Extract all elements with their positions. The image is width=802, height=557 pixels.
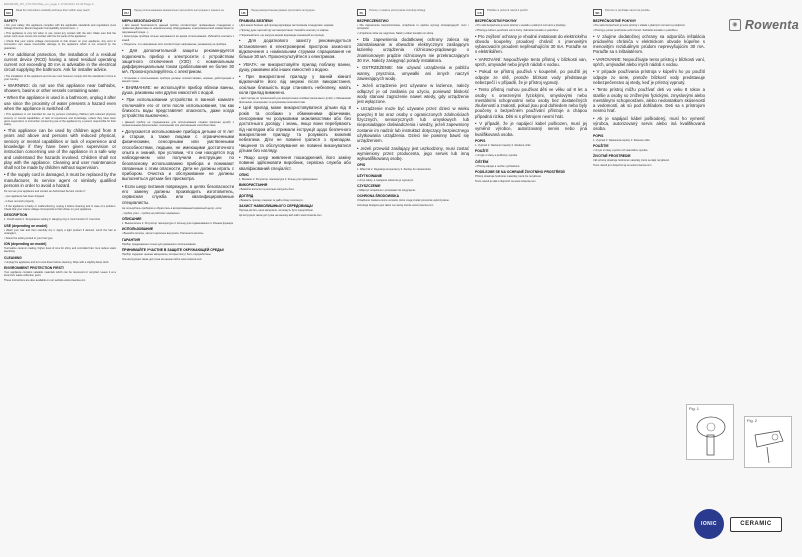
- safety-paragraph: • Допускается использование прибора детьми от 8 лет и старше, а также лицами с ограниченными физическими, сенсорными или умственными способностями, людьми, не имеющими достаточного опыта и знаний, при условии, что они находятся под наблюдением или получили инструкции по безопасному использованию прибора и понимают связанные с этим опасности. Дети не должны играть с прибором. Очистка и обслуживание не должны выполняться детьми без присмотра.: [122, 128, 234, 182]
- section-title: SAFETY: [4, 19, 18, 23]
- section-heading: DESCRIPTION: [4, 213, 28, 218]
- language-intro: Read the instructions carefully and keep them within easy reach.: [16, 9, 91, 12]
- figure-1-label: Fig. 1: [689, 406, 700, 411]
- safety-paragraph: • Jeżeli urządzenie jest używane w łazience, należy odłączyć je od zasilania po użyciu, ponieważ bliskość wody stanowi zagrożenie nawet wtedy, gdy urządzenie jest wyłączone.: [357, 83, 469, 105]
- section-heading: CZYSZCZENIE: [357, 184, 381, 189]
- section-heading: ДОГЛЯД: [239, 193, 254, 198]
- safety-paragraph: • Ak je napájací kábel poškodený, musí ho vymeniť výrobca, autorizovaný servis alebo iná kvalifikovaná osoba.: [593, 115, 705, 132]
- paragraph: • Цей прилад не призначений для використання особами (включаючи дітей) з обмеженими фізичними, сенсорними чи розумовими можливостями.: [239, 97, 351, 104]
- safety-paragraph: • Если шнур питания поврежден, в целях безопасности его замену должны производить изготовитель, сервисная служба или квалифицированные специалисты.: [122, 183, 234, 205]
- safety-paragraph: • V prípade používania prístroja v kúpeľni ho po použití odpojte zo siete, pretože blízkosť vody predstavuje nebezpečenstvo aj vtedy, keď je prístroj vypnutý.: [593, 69, 705, 85]
- section-title: МЕРЫ БЕЗОПАСНОСТИ: [122, 19, 163, 23]
- language-intro: Prosimy o uważne przeczytanie instrukcji obsługi.: [369, 9, 426, 12]
- figure-1: [686, 404, 734, 460]
- section-heading: ОПИСАНИЕ: [122, 216, 142, 221]
- paragraph: • Pre vašu bezpečnosť je tento prístroj v súlade s platnými normami a predpismi.: [593, 24, 686, 27]
- language-code: SK: [593, 9, 602, 16]
- safety-paragraph: • Tento prístroj môžu používať deti vo veku 8 rokov a staršie a osoby so zníženými fyzickými, zmyslovými alebo mentálnymi schopnosťami, alebo nedostatkom skúseností a vedomostí, ak sú pod dohľadom. Deti sa s prístrojom nesmú hrať.: [593, 87, 705, 114]
- paragraph: • Wash your hair and then carefully dry it. Apply a light product if desired, comb the hair to untangle it.: [4, 228, 116, 235]
- section-heading: OPIS: [357, 163, 366, 168]
- safety-paragraph: • Для дополнительной защиты рекомендуется подключать прибор к электросети с устройством защитного отключения (УЗО) с номинальным дифференциальным током срабатывания не более 30 мА. Проконсультируйтесь с электриком.: [122, 48, 234, 75]
- section-heading: ŽIVOTNÉ PROSTREDIE: [593, 154, 631, 159]
- section-heading: POPIS: [593, 133, 604, 138]
- section-title: BEZPEČNOSTNÍ POKYNY: [475, 19, 517, 23]
- paragraph: • Unplug the appliance and let it cool down before cleaning. Wipe with a slightly damp cloth.: [4, 260, 110, 264]
- safety-paragraph: • V záujme dodatočnej ochrany sa odporúča inštalácia prúdového chrániča v elektrickom obvode kúpeľne s menovitým reziduálnym prúdom neprevyšujúcim 30 mA. Poraďte sa s inštalatérom.: [593, 33, 705, 55]
- safety-paragraph: • If the supply cord is damaged, it must be replaced by the manufacturer, its service agent or similarly qualified persons in order to avoid a hazard.: [4, 172, 116, 188]
- language-column-en: [4, 9, 116, 549]
- paragraph: 1. Włącznik 2. Regulacja temperatury 3. Zaczep do zawieszania: [357, 168, 431, 172]
- section-heading: ОПИС: [239, 173, 249, 178]
- paragraph: Instrukcja dostępna jest także na naszej stronie www.rowenta.com: [357, 204, 434, 208]
- paragraph: • Umyć włosy, a następnie starannie je wysuszyć.: [357, 178, 414, 182]
- hairdryer-icon: ◉: [729, 19, 741, 31]
- paragraph: Прибор предназначен только для домашнего использования.: [122, 242, 197, 246]
- paragraph: • Odłączyć urządzenie i pozostawić do ostygnięcia.: [357, 189, 416, 193]
- section-heading: POUŽITÍ: [475, 149, 489, 154]
- paragraph: Прибор содержит ценные материалы, которые могут быть переработаны.: [122, 252, 212, 256]
- paragraph: • Установка и использование прибора должны соответствовать нормам, действующим в вашей стране.: [122, 76, 234, 84]
- paragraph: Urządzenie zawiera cenne surowce, które mogą zostać ponownie wykorzystane.: [357, 199, 450, 203]
- paragraph: 1. Вимикач 2. Регулятор температури 3. Кільце для підвішування: [239, 178, 318, 182]
- safety-paragraph: • V případě, že je napájecí kabel poškozen, musí jej vyměnit výrobce, autorizovaný servis nebo jiná kvalifikovaná osoba.: [475, 121, 587, 137]
- language-intro: Перед використанням уважно прочитайте інструкцію.: [251, 9, 316, 12]
- paragraph: - it does not work properly.: [4, 199, 35, 203]
- language-column-sk: [593, 9, 705, 549]
- paragraph: Не пользуйтесь прибором и обратитесь в авторизованный сервисный центр, если:: [122, 206, 222, 210]
- safety-paragraph: • Цей прилад може використовуватися дітьми від 8 років та особами з обмеженими фізичними, сенсорними чи розумовими можливостями або без достатнього досвіду і знань, якщо вони перебувають під наглядом або отримали інструкції щодо безпечного використання приладу та розуміють можливі небезпеки. Діти не повинні гратися з приладом. Чищення та обслуговування не повинні виконуватися дітьми без нагляду.: [239, 105, 351, 153]
- safety-paragraph: • VAROVANIE: Nepoužívajte tento prístroj v blízkosti vaní, spŕch, umývadiel alebo iných nádob s vodou.: [593, 56, 705, 68]
- safety-paragraph: • Jeżeli przewód zasilający jest uszkodzony, musi zostać wymieniony przez producenta, jego serwis lub inną wykwalifikowaną osobę.: [357, 145, 469, 162]
- safety-paragraph: • При использовании устройства в ванной комнате отключайте его от сети после использования, так как близость воды представляет опасность, даже когда устройство выключено.: [122, 97, 234, 119]
- paragraph: • Dla zapewnienia bezpieczeństwa, urządzenie to spełnia wymogi obowiązujących norm i przepisów.: [357, 24, 469, 31]
- paragraph: These instructions are also available on our website www.rowenta.com: [4, 278, 86, 282]
- safety-paragraph: • Urządzenie może być używane przez dzieci w wieku powyżej 8 lat oraz osoby o ograniczonych zdolnościach fizycznych, sensorycznych lub umysłowych lub nieposiadające doświadczenia i wiedzy, jeżeli zapewniony zostanie im nadzór lub instruktaż dotyczący bezpiecznego użytkowania urządzenia. Dzieci nie powinny bawić się urządzeniem.: [357, 106, 469, 144]
- nozzle-drawing-icon: [745, 417, 793, 469]
- language-code: PL: [357, 9, 366, 16]
- safety-paragraph: • Якщо шнур живлення пошкоджений, його заміну повинні здійснювати виробник, сервісна служба або кваліфікований спеціаліст.: [239, 155, 351, 171]
- section-heading: ЗАХИСТ НАВКОЛИШНЬОГО СЕРЕДОВИЩА!: [239, 203, 313, 208]
- column-header: [122, 9, 234, 16]
- paragraph: Váš prístroj obsahuje hodnotné materiály, ktoré sa dajú recyklovať.: [593, 159, 670, 163]
- paragraph: Ця інструкція також доступна на нашому веб-сайті www.rowenta.com: [239, 213, 322, 217]
- section-heading: ČIŠTĚNÍ: [475, 159, 489, 164]
- safety-paragraph: • Для додаткового захисту рекомендується встановлення в електромережі пристрою захисного відключення з номінальним струмом спрацювання не більше 30 мА. Проконсультуйтеся з електриком.: [239, 38, 351, 60]
- safety-paragraph: • WARNING: do not use this appliance near bathtubs, showers, basins or other vessels containing water.: [4, 82, 116, 94]
- safety-paragraph: • Tento přístroj mohou používat děti ve věku od 8 let a osoby s omezenými fyzickými, smyslovými nebo mentálními schopnostmi nebo osoby bez dostatečných zkušeností a znalostí, pokud jsou pod dohledem nebo byly poučeny o bezpečném používání přístroje a chápou případná rizika. Děti si s přístrojem nesmí hrát.: [475, 87, 587, 119]
- paragraph: Tento návod je k dispozícii aj na www.rowenta.com: [593, 164, 652, 168]
- paragraph: • For your safety, this appliance complies with the applicable standards and regulations (Low Voltage Directive, Electromagnetic Compatibility, Environment...).: [4, 24, 116, 31]
- language-code: EN: [4, 9, 13, 16]
- paragraph: 1. On/off switch 2. Temperature setting 3. Hanging ring 4. Ionic function 5. Cool shot: [4, 218, 101, 222]
- language-column-ru: [122, 9, 234, 549]
- safety-paragraph: • This appliance can be used by children aged from 8 years and above and persons with reduced physical, sensory or mental capabilities or lack of experience and knowledge if they have been given supervision or instruction concerning use of the appliance in a safe way and understand the hazards involved. Children shall not play with the appliance. Cleaning and user maintenance shall not be made by children without supervision.: [4, 128, 116, 171]
- section-heading: USE (depending on model): [4, 223, 48, 228]
- paragraph: • Umyjte si vlasy a pečlivě je vysušte.: [475, 154, 518, 158]
- safety-paragraph: • Pro zvýšení ochrany je vhodné instalovat do elektrického obvodu koupelny proudový chránič s jmenovitým vybavovacím proudem nepřesahujícím 30 mA. Poraďte se s elektrikářem.: [475, 33, 587, 55]
- paragraph: 1. Vypínač 2. Nastavení teploty 3. Závěsné očko: [475, 143, 531, 147]
- paragraph: Прилад містить цінні матеріали, які можуть бути перероблені.: [239, 208, 314, 212]
- section-heading: PODÍLEJME SE NA OCHRANĚ ŽIVOTNÍHO PROSTŘEDÍ!: [475, 169, 566, 174]
- paragraph: • Прилад дуже гарячий під час використання. Уникайте контакту зі шкірою.: [239, 28, 330, 32]
- paragraph: - прибор упал; - прибор не работает нормально.: [122, 211, 181, 215]
- safety-paragraph: • When the appliance is used in a bathroom, unplug it after use since the proximity of water presents a hazard even when the appliance is switched off.: [4, 95, 116, 112]
- language-code: RU: [122, 9, 131, 16]
- paragraph: • Přístroj je během používání velmi horký. Zabraňte kontaktu s pokožkou.: [475, 28, 559, 32]
- safety-paragraph: • УВАГА: не використовуйте прилад поблизу ванни, душу, раковини або інших ємностей з водою.: [239, 61, 351, 72]
- safety-paragraph: • VAROVÁNÍ: Nepoužívejte tento přístroj v blízkosti van, sprch, umyvadel nebo jiných nádob s vodou.: [475, 56, 587, 68]
- paragraph: • Umyte si vlasy a potom ich starostlivo vysušte.: [593, 148, 649, 152]
- paragraph: • Для вашої безпеки цей прилад відповідає застосовним стандартам і нормам.: [239, 24, 334, 27]
- safety-paragraph: • При використанні приладу у ванній кімнаті відключайте його від мережі після використання, оскільки близькість води становить небезпеку, навіть коли прилад вимкнено.: [239, 74, 351, 96]
- paragraph: • Аксессуары прибора сильно нагреваются во время использования. Избегайте контакта с кожей.: [122, 35, 234, 42]
- ionic-badge: IONIC: [694, 509, 724, 539]
- section-title: BEZPEČNOSTNÉ POKYNY: [593, 19, 637, 23]
- safety-paragraph: • For additional protection, the installation of a residual current device (RCD) having a rated residual operating current not exceeding 30 mA is advisable in the electrical circuit supplying the bathroom. Ask for installer advice.: [4, 51, 116, 73]
- section-heading: POUŽITIE: [593, 143, 609, 148]
- ceramic-badge: CERAMIC: [730, 517, 782, 532]
- paragraph: Эта инструкция также доступна на нашем сайте www.rowenta.com: [122, 257, 202, 261]
- column-header: [475, 9, 587, 16]
- column-header: [593, 9, 705, 16]
- safety-paragraph: • OSTRZEŻENIE: Nie używać urządzenia w pobliżu wanny, prysznica, umywalki ani innych naczyń zawierających wodę.: [357, 65, 469, 81]
- paragraph: 1. Vypínač 2. Nastavenie teploty 3. Závesné očko: [593, 138, 650, 142]
- brand-logo: [721, 14, 799, 36]
- safety-paragraph: • Pokud se přístroj používá v koupelně, po použití jej odpojte ze sítě, protože blízkost vody představuje nebezpečí i v případě, že je přístroj vypnutý.: [475, 69, 587, 85]
- section-heading: ПРИНИМАЙТЕ УЧАСТИЕ В ЗАЩИТЕ ОКРУЖАЮЩЕЙ СРЕДЫ!: [122, 247, 225, 252]
- paragraph: • This appliance is very hot when in use. Avoid any contact with the skin. Make sure that the power cord never comes into contact with the hot parts of the appliance.: [4, 32, 116, 39]
- language-column-cs: [475, 9, 587, 549]
- paragraph: • This appliance is not intended for use by persons (including children) with reduced physical, sensory or mental capabilities, or lack of experience and knowledge, unless they have been given supervision or instruction concerning use of the appliance by a person responsible for their safety.: [4, 113, 116, 127]
- paragraph: • Вымойте волосы, затем тщательно высушите. Расчешите волосы.: [122, 232, 204, 236]
- paragraph: • Check that your mains voltage corresponds to that shown on your appliance. Any error in connection can cause irreversible damage to the appliance which is not covered by the guarantee.: [4, 40, 116, 50]
- column-header: [239, 9, 351, 16]
- brand-name: Rowenta: [744, 18, 799, 32]
- paragraph: • Urządzenie silnie się nagrzewa. Należy unikać kontaktu ze skórą.: [357, 32, 434, 36]
- paragraph: • Вимкніть прилад з мережі та дайте йому охолонути.: [239, 198, 304, 202]
- paragraph: • Pro vaši bezpečnost je tento přístroj v souladu s platnými normami a předpisy.: [475, 24, 567, 27]
- paragraph: • Prístroj je počas používania veľmi horúci. Zabráňte kontaktu s pokožkou.: [593, 28, 679, 32]
- header-line: ED602430_DX_CV1760 Mise_en_page 1 17/11/2011 10:43 Page 2: [4, 2, 94, 6]
- paragraph: • If the appliance is faulty or malfunctioning, unplug it before cleaning and in case of a problem. Check that your mains voltage corresponds to that shown on your appliance.: [4, 204, 116, 211]
- paragraph: • Вимийте волосся та ретельно висушіть його.: [239, 188, 295, 192]
- paragraph: • Для вашей безопасности данный прибор соответствует применимым стандартам и правилам (Директивы по низковольтному оборудованию, электромагнитной совместимости, окружающей среде...).: [122, 24, 234, 34]
- hairdryer-drawing-icon: [687, 405, 735, 461]
- language-intro: Přečtěte si pozorně návod k použití.: [487, 9, 529, 12]
- section-title: ПРАВИЛА БЕЗПЕКИ: [239, 19, 273, 23]
- safety-paragraph: • Dla zapewnienia dodatkowej ochrony zaleca się zainstalowanie w obwodzie elektrycznym zasilającym łazienkę urządzenia różnicowo-prądowego o znamionowym prądzie różnicowym nie przekraczającym 30 mA. Należy zasięgnąć porady instalatora.: [357, 36, 469, 64]
- paragraph: • Přístroj odpojte a nechte vychladnout.: [475, 164, 521, 168]
- paragraph: Tento návod je také k dispozici na www.rowenta.com: [475, 179, 536, 183]
- section-heading: ГАРАНТИЯ: [122, 237, 140, 242]
- section-heading: ION (depending on model): [4, 241, 47, 246]
- paragraph: • Убедитесь, что напряжение сети соответствует напряжению, указанному на приборе.: [122, 43, 227, 47]
- paragraph: • The installation of the appliance and its use must however comply with the standards in force in your country.: [4, 74, 116, 82]
- paragraph: • Переконайтеся, що напруга мережі відповідає зазначеній на приладі.: [239, 33, 325, 37]
- paragraph: Tourmaline ceramic coating, higher level of ions for shiny and controlled hair. Ions reduce static electricity.: [4, 246, 116, 254]
- language-intro: Перед использованием внимательно прочитайте инструкцию и храните ее.: [134, 9, 225, 12]
- paragraph: 1. Выключатель 2. Регулятор температуры 3. Кольцо для подвешивания 4. Ионная функция: [122, 221, 234, 225]
- column-header: [4, 9, 116, 16]
- section-title: BEZPIECZEŃSTWO: [357, 19, 389, 23]
- language-code: CS: [475, 9, 484, 16]
- language-column-uk: [239, 9, 351, 549]
- paragraph: • Select the setting suited to your hair type.: [4, 236, 54, 240]
- safety-paragraph: • ВНИМАНИЕ: не используйте прибор вблизи ванны, душа, раковины или других емкостей с водой.: [122, 84, 234, 96]
- language-column-pl: [357, 9, 469, 549]
- section-heading: POPIS: [475, 138, 486, 143]
- section-heading: CLEANING: [4, 255, 22, 260]
- section-heading: UŻYTKOWANIE: [357, 173, 383, 178]
- paragraph: • Данный прибор не предназначен для использования лицами (включая детей) с ограниченными физическими, сенсорными или умственными способностями.: [122, 120, 234, 127]
- language-code: UK: [239, 9, 248, 16]
- figure-2: [744, 416, 792, 468]
- language-intro: Pozorne si prečítajte návod na použitie.: [605, 9, 651, 12]
- section-heading: ВИКОРИСТАННЯ: [239, 183, 268, 188]
- figure-2-label: Fig. 2: [747, 418, 758, 423]
- paragraph: Your appliance contains valuable materials which can be recovered or recycled. Leave it at a local civic waste collection point.: [4, 270, 116, 278]
- section-heading: OCHRONA ŚRODOWISKA: [357, 194, 400, 199]
- paragraph: - your appliance has been dropped: [4, 195, 45, 199]
- paragraph: Přístroj obsahuje hodnotné materiály, které lze recyklovat.: [475, 174, 542, 178]
- section-heading: ENVIRONMENT PROTECTION FIRST!: [4, 265, 65, 270]
- section-heading: ИСПОЛЬЗОВАНИЕ: [122, 227, 154, 232]
- column-header: [357, 9, 469, 16]
- paragraph: Do not use your appliance and contact an Authorised Service Centre if:: [4, 190, 86, 194]
